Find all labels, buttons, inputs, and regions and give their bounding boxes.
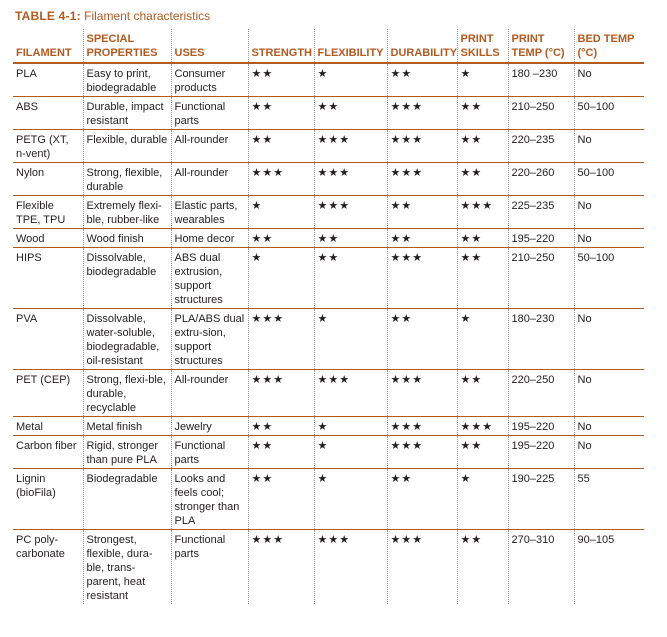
table-cell: ★★: [387, 63, 457, 97]
filament-table: [13, 29, 644, 604]
table-cell: PET (CEP): [13, 370, 83, 417]
table-cell: Functional parts: [171, 97, 248, 130]
table-row: [13, 417, 644, 436]
table-cell: 50–100: [574, 248, 644, 309]
table-cell: 180 –230: [508, 63, 574, 97]
table-cell: Home decor: [171, 229, 248, 248]
table-row: [13, 97, 644, 130]
table-cell: ★★★: [314, 530, 387, 605]
table-cell: ★★: [457, 436, 508, 469]
table-cell: ★★: [314, 97, 387, 130]
table-cell: ★: [314, 436, 387, 469]
table-cell: ★: [248, 196, 314, 229]
table-cell: 195–220: [508, 229, 574, 248]
table-cell: No: [574, 130, 644, 163]
table-cell: PC poly-carbonate: [16, 534, 65, 560]
table-cell: ★★★: [387, 417, 457, 436]
table-cell: 50–100: [574, 163, 644, 196]
table-cell: No: [574, 229, 644, 248]
table-cell: ★★: [248, 417, 314, 436]
header-cell: SPECIAL PROPERTIES: [83, 29, 171, 63]
table-cell: ★: [314, 309, 387, 370]
table-row: [13, 309, 644, 370]
table-cell: ★★: [387, 469, 457, 530]
table-cell: ★: [314, 417, 387, 436]
table-cell: Elastic parts, wearables: [171, 196, 248, 229]
table-cell: Functional parts: [171, 436, 248, 469]
table-cell: Strong, flexible, durable: [83, 163, 171, 196]
table-cell: Wood finish: [83, 229, 171, 248]
table-cell: Strongest, flexible, dura-ble, trans-parent, heat resistant: [83, 530, 171, 605]
table-cell: ★★★: [387, 97, 457, 130]
table-cell: ★★★: [387, 436, 457, 469]
table-cell: ★★: [457, 163, 508, 196]
table-cell: Functional parts: [171, 530, 248, 605]
table-cell: ★★: [387, 229, 457, 248]
table-cell: Looks and feels cool; stronger than PLA: [171, 469, 248, 530]
table-cell: Easy to print, biodegradable: [83, 63, 171, 97]
table-cell: PLA/ABS dual extru-sion, support structures: [171, 309, 248, 370]
table-cell: Metal: [13, 417, 83, 436]
table-row: [13, 248, 644, 309]
table-cell: Lignin (bioFila): [13, 469, 83, 530]
table-cell: 220–235: [508, 130, 574, 163]
table-cell: Wood: [13, 229, 83, 248]
table-cell: Rigid, stronger than pure PLA: [83, 436, 171, 469]
table-cell: All-rounder: [171, 163, 248, 196]
table-cell: 55: [574, 469, 644, 530]
table-caption: [15, 8, 210, 24]
table-caption-label: TABLE 4-1:: [15, 9, 81, 23]
table-cell: No: [574, 436, 644, 469]
table-cell: ★★★: [387, 163, 457, 196]
table-cell: ★★★: [248, 163, 314, 196]
table-cell: ★★: [314, 229, 387, 248]
table-cell: Dissolvable, water-soluble, biodegradable, oil-resistant: [83, 309, 171, 370]
table-cell: Jewelry: [171, 417, 248, 436]
table-cell: ★★: [248, 229, 314, 248]
table-cell: ★★: [457, 97, 508, 130]
table-cell: ★★★: [314, 370, 387, 417]
table-caption-text: Filament characteristics: [84, 9, 211, 23]
table-cell: ★: [457, 309, 508, 370]
header-cell: FLEXIBILITY: [314, 29, 387, 63]
table-cell: ★★: [457, 130, 508, 163]
table-cell: All-rounder: [171, 370, 248, 417]
table-cell: Consumer products: [171, 63, 248, 97]
table-cell: ABS dual extrusion, support structures: [171, 248, 248, 309]
table-cell: ★★: [248, 436, 314, 469]
table-cell: ★★★: [387, 248, 457, 309]
table-cell: Extremely flexi-ble, rubber-like: [83, 196, 171, 229]
table-cell: No: [574, 196, 644, 229]
table-cell: 225–235: [508, 196, 574, 229]
table-cell: ★★★: [248, 530, 314, 605]
table-row: [13, 229, 644, 248]
table-cell: ★: [457, 63, 508, 97]
table-cell: 50–100: [574, 97, 644, 130]
table-cell: 220–260: [508, 163, 574, 196]
table-cell: ★★★: [457, 196, 508, 229]
table-cell: ★★: [248, 97, 314, 130]
table-cell: ★★: [248, 469, 314, 530]
table-cell: ★: [314, 63, 387, 97]
table-cell: PVA: [13, 309, 83, 370]
header-cell: DURABILITY: [387, 29, 457, 63]
table-cell: ★★: [387, 309, 457, 370]
table-cell: 195–220: [508, 417, 574, 436]
table-row: [13, 130, 644, 163]
table-cell: ★: [248, 248, 314, 309]
header-cell: PRINT SKILLS: [457, 29, 508, 63]
table-cell: 90–105: [574, 530, 644, 605]
table-row: [13, 196, 644, 229]
table-cell: PLA: [13, 63, 83, 97]
table-cell: ABS: [13, 97, 83, 130]
table-cell: ★★★: [314, 196, 387, 229]
table-cell: No: [574, 63, 644, 97]
table-cell: Metal finish: [83, 417, 171, 436]
table-cell: No: [574, 309, 644, 370]
header-cell: FILAMENT: [13, 29, 83, 63]
table-cell: ★★★: [387, 530, 457, 605]
table-cell: ★★: [248, 130, 314, 163]
table-cell: ★: [314, 469, 387, 530]
table-cell: ★: [457, 469, 508, 530]
table-cell: Biodegradable: [83, 469, 171, 530]
table-cell: Durable, impact resistant: [83, 97, 171, 130]
table-row: [13, 370, 644, 417]
table-cell: ★★: [457, 530, 508, 605]
table-cell: Carbon fiber: [13, 436, 83, 469]
header-cell: STRENGTH: [248, 29, 314, 63]
table-cell: 210–250: [508, 97, 574, 130]
table-cell: ★★★: [387, 370, 457, 417]
table-cell: ★★: [457, 370, 508, 417]
table-row: [13, 163, 644, 196]
table-cell: Flexible, durable: [83, 130, 171, 163]
table-cell: ★★★: [248, 370, 314, 417]
table-row: [13, 530, 644, 605]
table-cell: 180–230: [508, 309, 574, 370]
table-cell: 195–220: [508, 436, 574, 469]
table-cell: ★★: [457, 248, 508, 309]
table-cell: HIPS: [13, 248, 83, 309]
table-cell: No: [574, 370, 644, 417]
table-cell: Dissolvable, biodegradable: [83, 248, 171, 309]
table-cell: ★★★: [314, 130, 387, 163]
table-cell: 210–250: [508, 248, 574, 309]
header-cell: USES: [171, 29, 248, 63]
table-cell: ★★: [248, 63, 314, 97]
table-cell: ★★★: [248, 309, 314, 370]
table-cell: ★★★: [387, 130, 457, 163]
table-cell: ★★: [314, 248, 387, 309]
table-cell: ★★★: [457, 417, 508, 436]
table-cell: 270–310: [508, 530, 574, 605]
table-cell: 220–250: [508, 370, 574, 417]
table-header-row: [13, 29, 644, 63]
table-cell: All-rounder: [171, 130, 248, 163]
table-cell: Nylon: [13, 163, 83, 196]
header-cell: BED TEMP (°C): [574, 29, 644, 63]
table-cell: 190–225: [508, 469, 574, 530]
table-cell: Strong, flexi-ble, durable, recyclable: [83, 370, 171, 417]
table-cell: No: [574, 417, 644, 436]
table-row: [13, 63, 644, 97]
table-cell: ★★: [387, 196, 457, 229]
header-cell: PRINT TEMP (°C): [508, 29, 574, 63]
table-cell: PETG (XT, n-vent): [13, 130, 83, 163]
table-cell: Flexible TPE, TPU: [13, 196, 83, 229]
table-cell: ★★: [457, 229, 508, 248]
table-row: [13, 469, 644, 530]
table-cell: ★★★: [314, 163, 387, 196]
table-row: [13, 436, 644, 469]
